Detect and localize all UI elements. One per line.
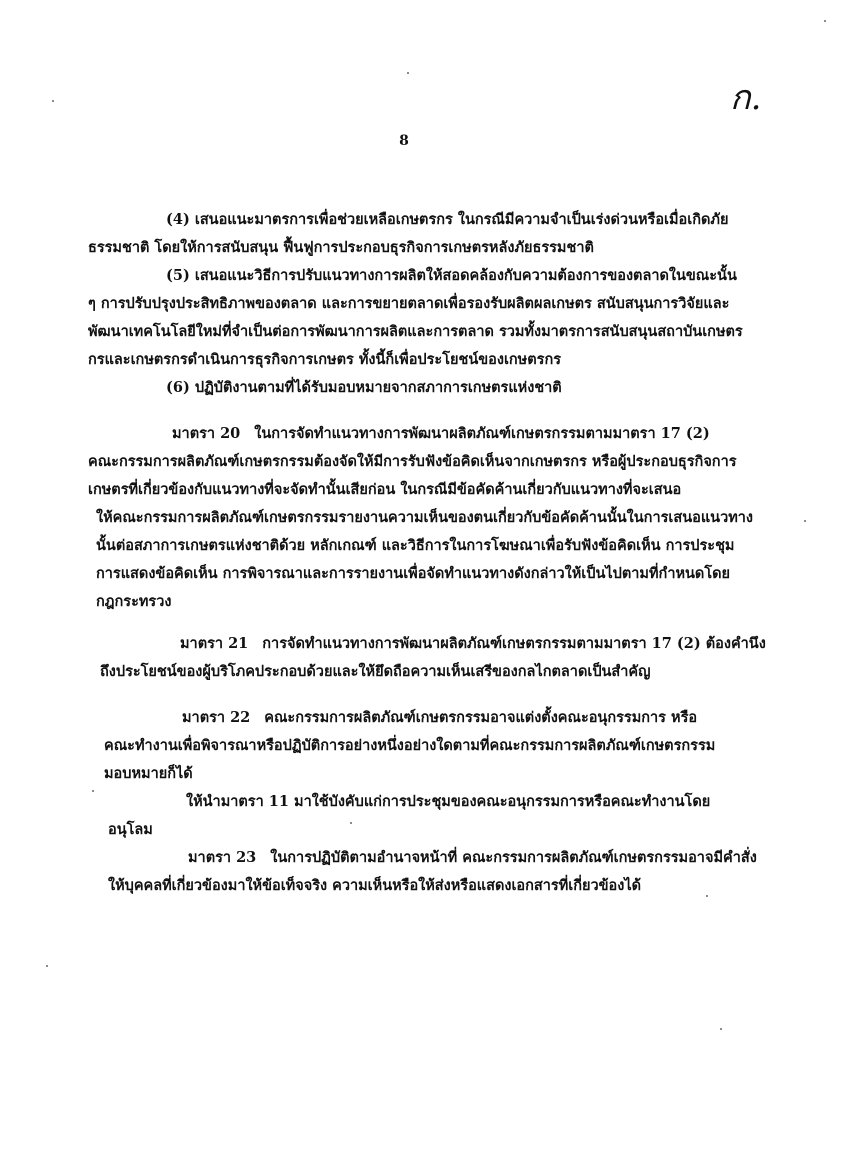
scan-speck (350, 822, 352, 824)
section-23-line-2: ให้บุคคลที่เกี่ยวข้องมาให้ข้อเท็จจริง ความเห็นหรือให้ส่งหรือแสดงเอกสารที่เกี่ยวข้องได้ (108, 877, 642, 894)
section-20-line-5: นั้นต่อสภาการเกษตรแห่งชาติด้วย หลักเกณฑ์ และวิธีการในการโฆษณาเพื่อรับฟังข้อคิดเห็น การประชุม (96, 537, 735, 554)
scan-speck (52, 100, 54, 102)
scan-speck (92, 790, 94, 792)
section-22-line-5: อนุโลม (108, 821, 153, 838)
section-20-line-7: กฎกระทรวง (96, 593, 172, 610)
section-23-label: มาตรา 23 (188, 849, 257, 866)
section-22-line-4: ให้นำมาตรา 11 มาใช้บังคับแก่การประชุมของคณะอนุกรรมการหรือคณะทำงานโดย (186, 793, 711, 810)
scan-speck (720, 1028, 722, 1030)
section-20-text: ในการจัดทำแนวทางการพัฒนาผลิตภัณฑ์เกษตรกรรมตามมาตรา 17 (2) (254, 425, 710, 442)
clause-4-line-1: (4) เสนอแนะมาตรการเพื่อช่วยเหลือเกษตรกร ในกรณีมีความจำเป็นเร่งด่วนหรือเมื่อเกิดภัย (166, 211, 729, 228)
scan-speck (804, 520, 806, 522)
section-20-label: มาตรา 20 (172, 425, 241, 442)
section-23-line-1 (188, 848, 757, 868)
page-number: 8 (399, 133, 409, 149)
section-21-line-1 (180, 634, 766, 654)
clause-5-line-2: ๆ การปรับปรุงประสิทธิภาพของตลาด และการขยายตลาดเพื่อรองรับผลิตผลเกษตร สนับสนุนการวิจัยและ (88, 295, 730, 312)
clause-5-line-1: (5) เสนอแนะวิธีการปรับแนวทางการผลิตให้สอดคล้องกับความต้องการของตลาดในขณะนั้น (166, 267, 737, 284)
section-22-line-2: คณะทำงานเพื่อพิจารณาหรือปฏิบัติการอย่างหนึ่งอย่างใดตามที่คณะกรรมการผลิตภัณฑ์เกษตรกรรม (104, 737, 716, 754)
scan-speck (407, 72, 409, 74)
section-20-line-1 (172, 424, 710, 444)
section-22-line-3: มอบหมายก็ได้ (104, 765, 193, 782)
section-21-line-2: ถึงประโยชน์ของผู้บริโภคประกอบด้วยและให้ยึดถือความเห็นเสรีของกลไกตลาดเป็นสำคัญ (100, 663, 651, 680)
scan-speck (46, 965, 48, 967)
section-22-label: มาตรา 22 (182, 709, 251, 726)
scan-speck (824, 20, 826, 22)
clause-5-line-4: กรและเกษตรกรดำเนินการธุรกิจการเกษตร ทั้งนี้ก็เพื่อประโยชน์ของเกษตรกร (88, 351, 562, 368)
section-20-line-4: ให้คณะกรรมการผลิตภัณฑ์เกษตรกรรมรายงานความเห็นของตนเกี่ยวกับข้อคัดค้านนั้นในการเสนอแนวทาง (96, 509, 753, 526)
handwritten-mark: ก. (730, 78, 762, 118)
clause-6-line-1: (6) ปฏิบัติงานตามที่ได้รับมอบหมายจากสภาการเกษตรแห่งชาติ (166, 379, 562, 396)
scan-speck (706, 895, 708, 897)
clause-4-line-2: ธรรมชาติ โดยให้การสนับสนุน ฟื้นฟูการประกอบธุรกิจการเกษตรหลังภัยธรรมชาติ (88, 239, 594, 256)
section-22-line-1 (182, 708, 697, 728)
section-21-label: มาตรา 21 (180, 635, 249, 652)
section-20-line-6: การแสดงข้อคิดเห็น การพิจารณาและการรายงานเพื่อจัดทำแนวทางดังกล่าวให้เป็นไปตามที่กำหนดโดย (96, 565, 731, 582)
section-20-line-2: คณะกรรมการผลิตภัณฑ์เกษตรกรรมต้องจัดให้มีการรับฟังข้อคิดเห็นจากเกษตรกร หรือผู้ประกอบธุรกิจการ (88, 453, 737, 470)
section-23-text: ในการปฏิบัติตามอำนาจหน้าที่ คณะกรรมการผลิตภัณฑ์เกษตรกรรมอาจมีคำสั่ง (270, 849, 757, 866)
clause-5-line-3: พัฒนาเทคโนโลยีใหม่ที่จำเป็นต่อการพัฒนาการผลิตและการตลาด รวมทั้งมาตรการสนับสนุนสถาบันเกษตร (88, 323, 743, 340)
section-21-text: การจัดทำแนวทางการพัฒนาผลิตภัณฑ์เกษตรกรรมตามมาตรา 17 (2) ต้องคำนึง (262, 635, 766, 652)
section-22-text: คณะกรรมการผลิตภัณฑ์เกษตรกรรมอาจแต่งตั้งคณะอนุกรรมการ หรือ (264, 709, 698, 726)
section-20-line-3: เกษตรที่เกี่ยวข้องกับแนวทางที่จะจัดทำนั้นเสียก่อน ในกรณีมีข้อคัดค้านเกี่ยวกับแนวทางที่จะเสนอ (88, 481, 682, 498)
